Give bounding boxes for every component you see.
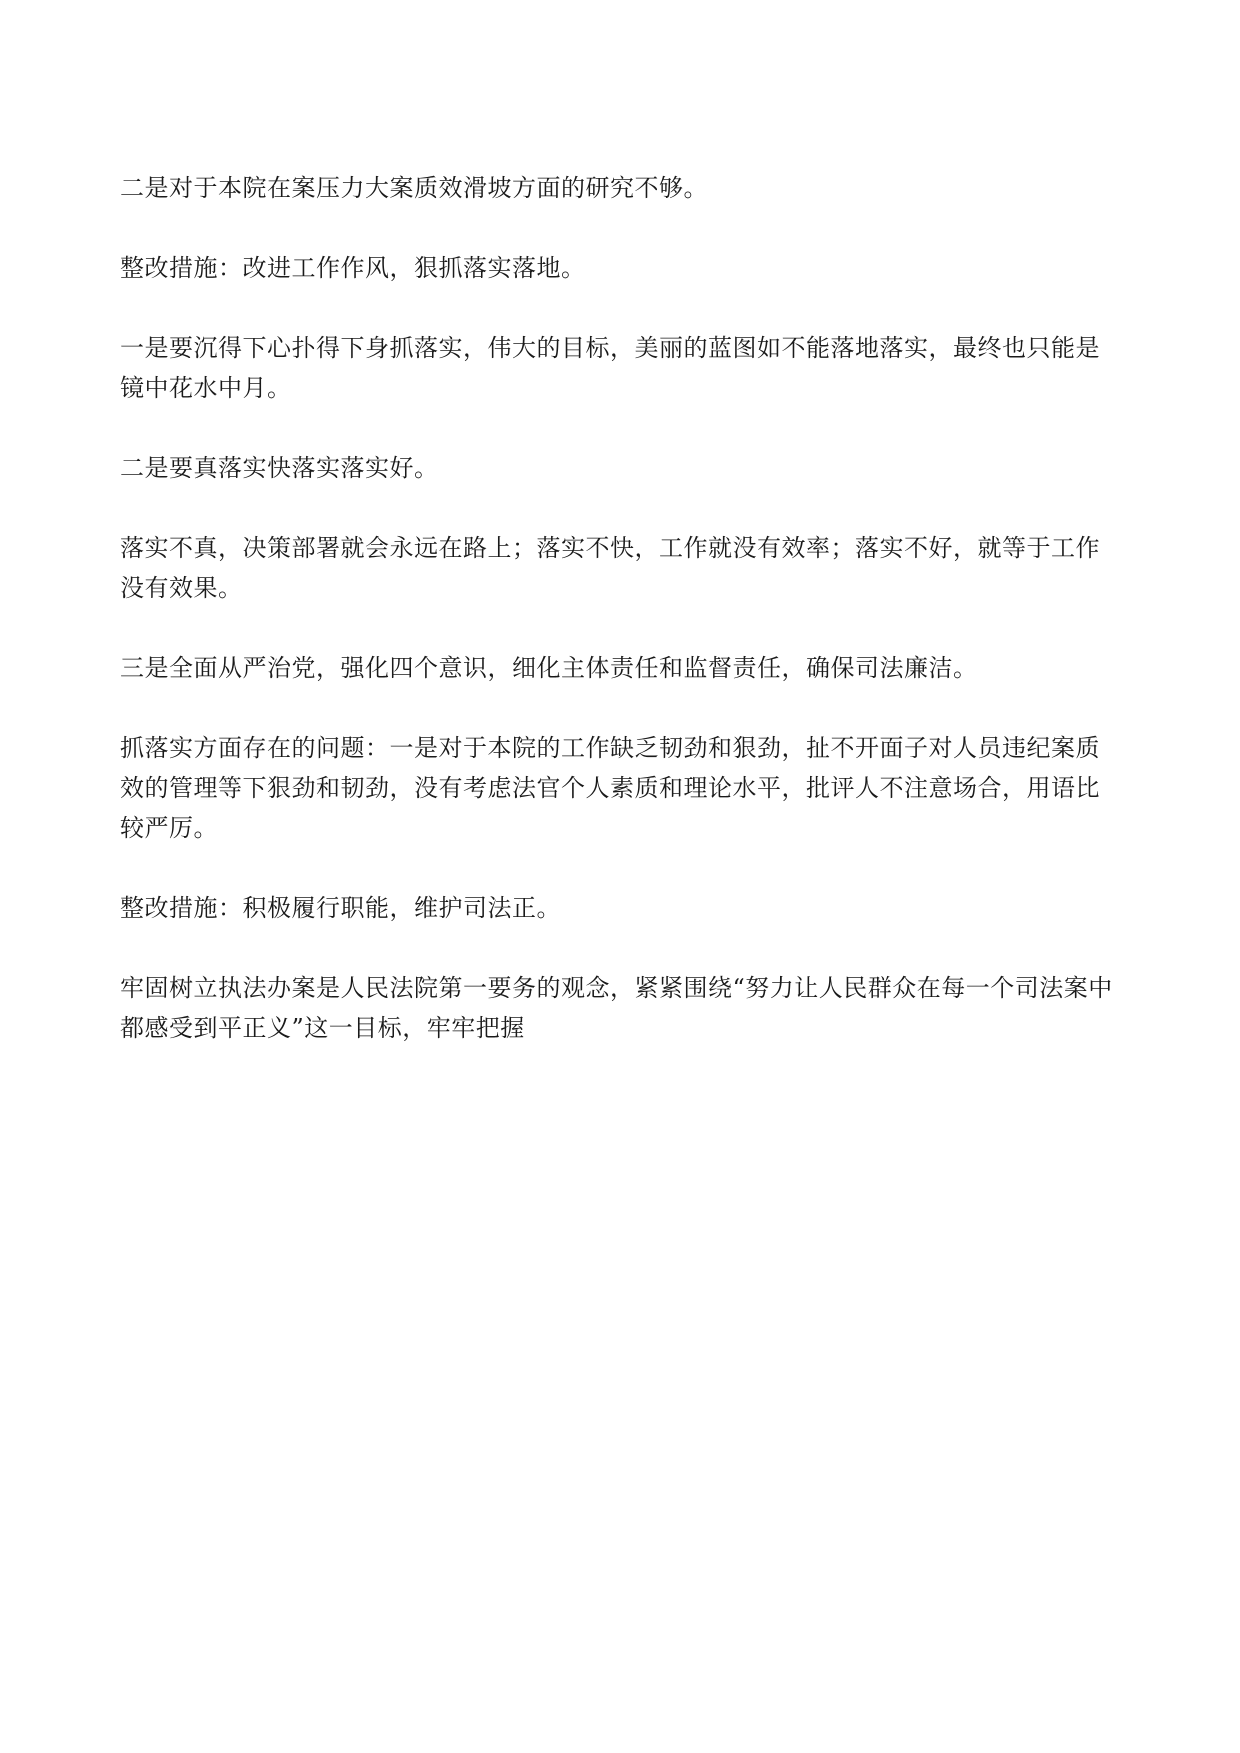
paragraph: 一是要沉得下心扑得下身抓落实，伟大的目标，美丽的蓝图如不能落地落实，最终也只能是镜中花水中月。 <box>120 334 1100 402</box>
paragraph: 三是全面从严治党，强化四个意识，细化主体责任和监督责任，确保司法廉洁。 <box>120 654 978 682</box>
paragraph: 牢固树立执法办案是人民法院第一要务的观念，紧紧围绕“努力让人民群众在每一个司法案中都感受到平正义”这一目标，牢牢把握 <box>120 974 1113 1042</box>
paragraph: 二是对于本院在案压力大案质效滑坡方面的研究不够。 <box>120 174 708 202</box>
document-body <box>120 168 1120 1088</box>
paragraph: 整改措施：积极履行职能，维护司法正。 <box>120 894 561 922</box>
paragraph: 二是要真落实快落实落实好。 <box>120 454 439 482</box>
paragraph: 抓落实方面存在的问题：一是对于本院的工作缺乏韧劲和狠劲，扯不开面子对人员违纪案质效的管理等下狠劲和韧劲，没有考虑法官个人素质和理论水平，批评人不注意场合，用语比较严厉。 <box>120 734 1100 842</box>
paragraph: 落实不真，决策部署就会永远在路上；落实不快，工作就没有效率；落实不好，就等于工作没有效果。 <box>120 534 1100 602</box>
paragraph: 整改措施：改进工作作风，狠抓落实落地。 <box>120 254 586 282</box>
